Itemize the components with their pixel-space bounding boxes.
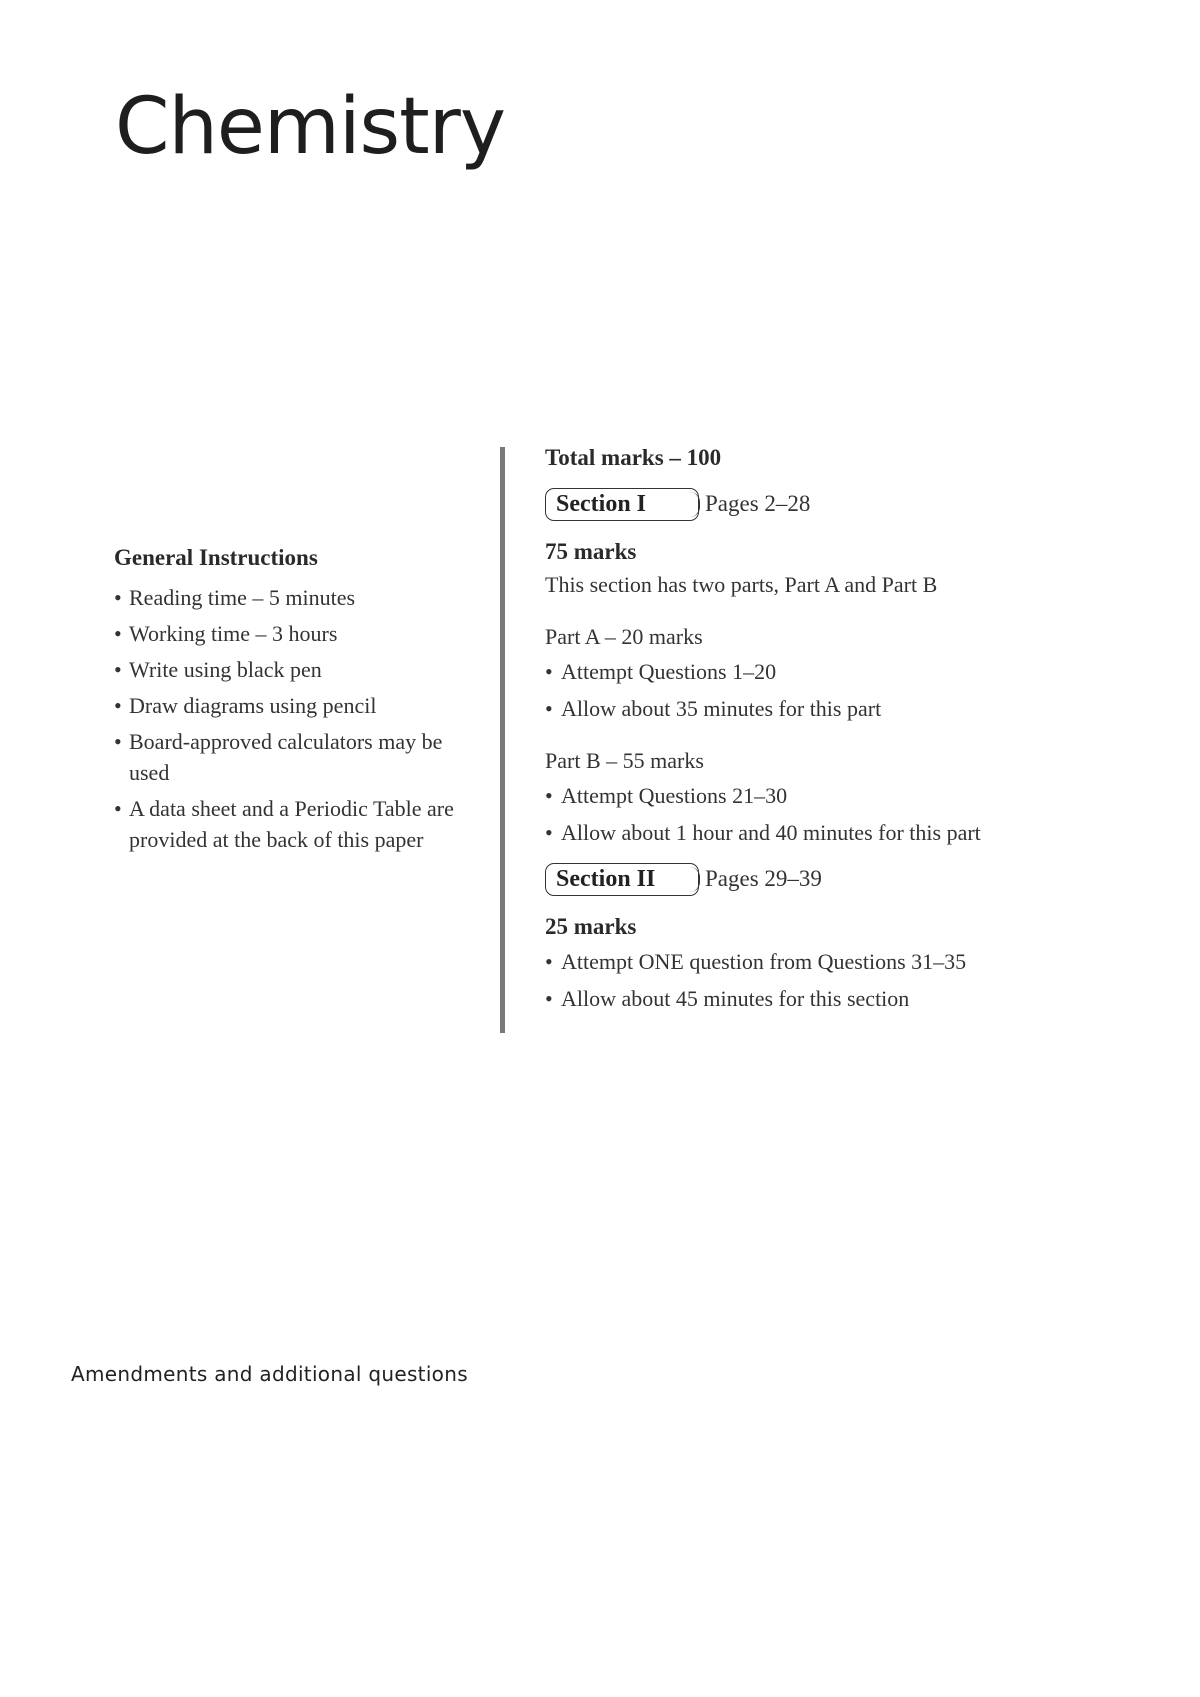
section-1-pages: Pages 2–28 (705, 491, 811, 516)
list-item (114, 793, 474, 855)
list-item-text: Attempt ONE question from Questions 31–35 (561, 949, 967, 974)
list-item-text: Working time – 3 hours (129, 620, 338, 646)
bullet-icon: • (545, 820, 553, 845)
list-item (114, 726, 474, 788)
list-item (545, 780, 1105, 811)
list-item (114, 618, 474, 649)
bullet-icon: • (545, 696, 553, 721)
bullet-icon: • (545, 783, 553, 808)
general-instructions-heading: General Instructions (114, 545, 318, 570)
total-marks: Total marks – 100 (545, 445, 722, 470)
section-2-list (545, 946, 1105, 1014)
part-a-list (545, 656, 1105, 724)
bullet-icon: • (114, 795, 122, 821)
general-instructions (114, 544, 474, 860)
list-item (545, 656, 1105, 687)
general-instructions-list (114, 582, 474, 855)
bullet-icon: • (545, 659, 553, 684)
list-item (114, 654, 474, 685)
list-item-text: Allow about 35 minutes for this part (561, 696, 882, 721)
section-1-header (545, 487, 1105, 521)
document-title: Chemistry (115, 82, 505, 172)
bullet-icon: • (114, 584, 122, 610)
list-item (545, 693, 1105, 724)
bullet-icon: • (114, 692, 122, 718)
list-item-text: Allow about 45 minutes for this section (561, 986, 910, 1011)
part-b-title: Part B – 55 marks (545, 748, 704, 773)
list-item (545, 817, 1105, 848)
list-item-text: Attempt Questions 21–30 (561, 783, 788, 808)
section-1-description: This section has two parts, Part A and Part B (545, 572, 938, 597)
list-item (114, 582, 474, 613)
bullet-icon: • (114, 656, 122, 682)
list-item-text: Write using black pen (129, 656, 322, 682)
section-2-label: Section II (545, 863, 699, 896)
list-item-text: A data sheet and a Periodic Table are provided at the back of this paper (129, 795, 454, 852)
section-1-label: Section I (545, 488, 699, 521)
list-item-text: Attempt Questions 1–20 (561, 659, 777, 684)
list-item (545, 983, 1105, 1014)
amendments-note: Amendments and additional questions (71, 1362, 468, 1386)
list-item (114, 690, 474, 721)
part-a-title: Part A – 20 marks (545, 624, 703, 649)
bullet-icon: • (114, 620, 122, 646)
list-item-text: Board-approved calculators may be used (129, 728, 443, 785)
section-2-marks: 25 marks (545, 914, 637, 939)
part-b-list (545, 780, 1105, 848)
list-item-text: Draw diagrams using pencil (129, 692, 377, 718)
list-item-text: Reading time – 5 minutes (129, 584, 356, 610)
section-1-marks: 75 marks (545, 539, 637, 564)
section-2-header (545, 862, 1105, 896)
bullet-icon: • (114, 728, 122, 754)
list-item (545, 946, 1105, 977)
exam-structure (545, 443, 1105, 1020)
list-item-text: Allow about 1 hour and 40 minutes for this part (561, 820, 981, 845)
column-divider (500, 447, 505, 1033)
section-2-pages: Pages 29–39 (705, 866, 822, 891)
bullet-icon: • (545, 949, 553, 974)
bullet-icon: • (545, 986, 553, 1011)
